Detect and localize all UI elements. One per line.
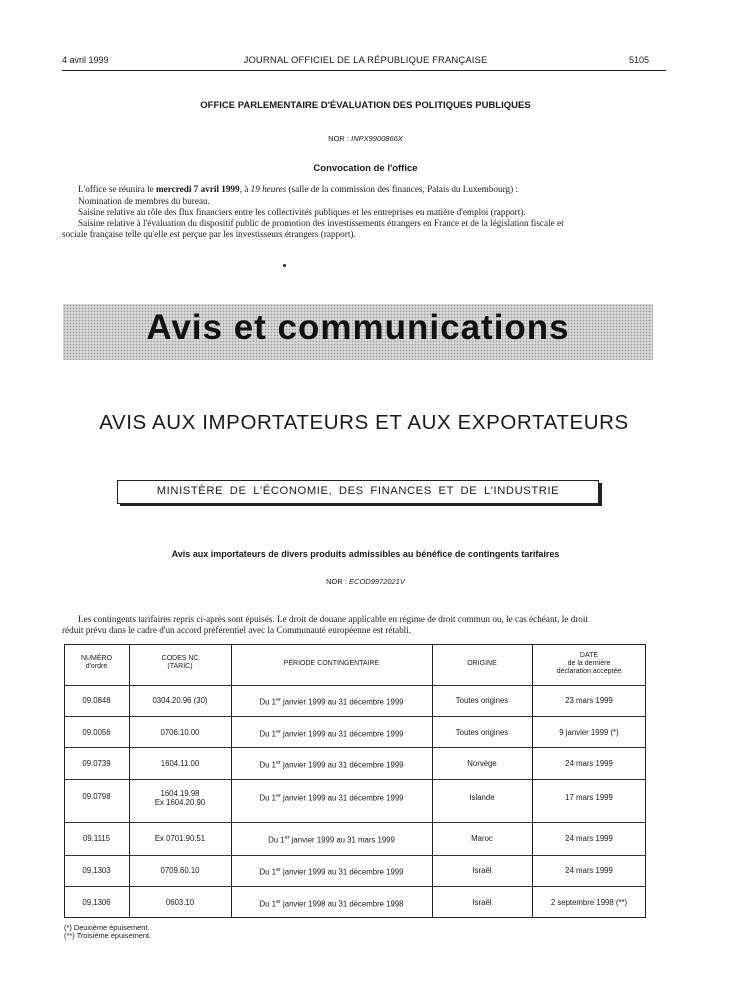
th-date-line-2: de la dernière <box>567 660 611 667</box>
row-rule-3 <box>64 779 646 780</box>
header-rule <box>62 70 666 71</box>
header-date: 4 avril 1999 <box>62 55 109 65</box>
th-codes <box>129 655 231 671</box>
th-numero-line-1: NUMÉRO <box>80 655 113 662</box>
notice-intro-line-1: Les contingents tarifaires repris ci-après sont épuisés. Le droit de douane applicable en régime de droit commun ou, le cas échéant, le droit <box>78 614 588 624</box>
cell-origine: Maroc <box>471 834 493 843</box>
th-date <box>532 652 646 676</box>
th-numero <box>64 655 129 671</box>
banner-title: Avis et communications <box>146 308 570 347</box>
office-nor <box>0 134 731 143</box>
para1-text-a: L'office se réunira le <box>78 184 157 194</box>
para1-text-c: (salle de la commission des finances, Palais du Luxembourg) : <box>286 184 518 194</box>
row-rule-2 <box>64 747 646 748</box>
cell-numero: 09.0848 <box>82 696 111 705</box>
th-numero-line-2: d'ordre <box>85 663 108 670</box>
cell-date: 24 mars 1999 <box>565 866 613 875</box>
notice-nor-label: NOR : <box>326 577 347 586</box>
convocation-paragraph-4-line-2: sociale française telle qu'elle est perçue par les investisseurs étrangers (rapport). <box>62 229 356 239</box>
cell-origine: Toutes origines <box>455 728 509 737</box>
cell-date: 24 mars 1999 <box>565 759 613 768</box>
cell-codes: 0709.60.10 <box>160 866 200 875</box>
th-date-line-1: DATE <box>579 652 599 659</box>
cell-origine: Norvège <box>467 759 497 768</box>
ministry-box-shadow-right <box>599 483 602 506</box>
convocation-title: Convocation de l'office <box>313 163 418 174</box>
cell-numero: 09.1115 <box>82 834 111 843</box>
th-date-line-3: déclaration acceptée <box>556 668 622 675</box>
notice-subtitle: Avis aux importateurs de divers produits admissibles au bénéfice de contingents tarifaires <box>171 549 560 559</box>
cell-numero: 09.0056 <box>82 728 111 737</box>
th-codes-line-1: CODES NC <box>161 655 199 662</box>
cell-periode: Du 1er janvier 1998 au 31 décembre 1998 <box>259 899 404 909</box>
cell-codes-line-1: 1604.19.98 <box>160 789 200 798</box>
cell-origine: Islande <box>469 793 495 802</box>
section-title: AVIS AUX IMPORTATEURS ET AUX EXPORTATEURS <box>99 411 629 434</box>
para1-text-b: , à <box>239 184 251 194</box>
convocation-paragraph-4-line-1: Saisine relative à l'évaluation du dispositif public de promotion des investissements étrangers en France et de la législation fiscale et <box>78 218 564 228</box>
office-title: OFFICE PARLEMENTAIRE D'ÉVALUATION DES POLITIQUES PUBLIQUES <box>200 100 531 111</box>
header-page-number: 5105 <box>628 55 649 65</box>
header-journal-title: JOURNAL OFFICIEL DE LA RÉPUBLIQUE FRANÇAISE <box>243 55 488 66</box>
cell-date: 23 mars 1999 <box>565 696 613 705</box>
para1-date: mercredi 7 avril 1999 <box>156 184 240 194</box>
cell-codes: 0706.10.00 <box>160 728 200 737</box>
cell-codes: 1604.11.00 <box>160 759 200 768</box>
row-rule-5 <box>64 855 646 856</box>
cell-date: 2 septembre 1998 (**) <box>550 898 628 907</box>
cell-codes <box>129 789 231 807</box>
ministry-box-shadow-bottom <box>120 504 602 506</box>
th-codes-line-2: (TARIC) <box>167 663 193 670</box>
cell-periode: Du 1er janvier 1999 au 31 mars 1999 <box>268 835 395 845</box>
cell-origine: Israël <box>472 866 492 875</box>
cell-codes: 0304.20.96 (30) <box>152 696 208 705</box>
office-nor-label: NOR : <box>328 134 350 143</box>
cell-numero: 09.1306 <box>82 898 111 907</box>
separator-dot <box>283 264 286 267</box>
office-nor-code: INPX9900866X <box>351 134 403 143</box>
cell-periode: Du 1er janvier 1999 au 31 décembre 1999 <box>259 729 404 739</box>
cell-origine: Toutes origines <box>455 696 509 705</box>
cell-codes: Ex 0701.90.51 <box>154 834 206 843</box>
cell-numero: 09.0739 <box>82 759 111 768</box>
th-origine: ORIGINE <box>467 660 497 667</box>
row-rule-6 <box>64 886 646 887</box>
cell-codes: 0603.10 <box>165 898 195 907</box>
convocation-paragraph-2: Nomination de membres du bureau. <box>78 196 210 206</box>
cell-periode: Du 1er janvier 1999 au 31 décembre 1999 <box>259 793 404 803</box>
convocation-paragraph-1 <box>78 184 518 195</box>
para1-time: 19 heures <box>250 184 287 194</box>
row-rule-4 <box>64 822 646 823</box>
cell-date: 24 mars 1999 <box>565 834 613 843</box>
cell-numero: 09.1303 <box>82 866 111 875</box>
cell-periode: Du 1er janvier 1999 au 31 décembre 1999 <box>259 697 404 707</box>
convocation-paragraph-3: Saisine relative au rôle des flux financiers entre les collectivités publiques et les entreprises en matière d'emploi (rapport). <box>78 207 526 217</box>
cell-numero: 09.0798 <box>82 792 111 801</box>
cell-periode: Du 1er janvier 1999 au 31 décembre 1999 <box>259 760 404 770</box>
cell-date: 9 janvier 1999 (*) <box>559 728 619 737</box>
row-rule-1 <box>64 716 646 717</box>
notice-nor-code: ECOD9972021V <box>349 577 405 586</box>
notice-intro-line-2: réduit prévu dans le cadre d'un accord préférentiel avec la Communauté européenne est rétabli. <box>62 625 412 635</box>
cell-periode: Du 1er janvier 1999 au 31 décembre 1999 <box>259 867 404 877</box>
table-header-rule <box>64 685 646 686</box>
cell-date: 17 mars 1999 <box>565 793 613 802</box>
footnote-2: (**) Troisième épuisement. <box>64 931 152 940</box>
th-periode: PÉRIODE CONTINGENTAIRE <box>283 660 380 667</box>
ministry-title: MINISTÈRE DE L'ÉCONOMIE, DES FINANCES ET DE L'INDUSTRIE <box>156 485 560 497</box>
cell-origine: Israël <box>472 898 492 907</box>
notice-nor <box>0 577 731 586</box>
cell-codes-line-2: Ex 1604.20.90 <box>154 798 206 807</box>
footnote-1: (*) Deuxième épuisement. <box>64 923 150 932</box>
